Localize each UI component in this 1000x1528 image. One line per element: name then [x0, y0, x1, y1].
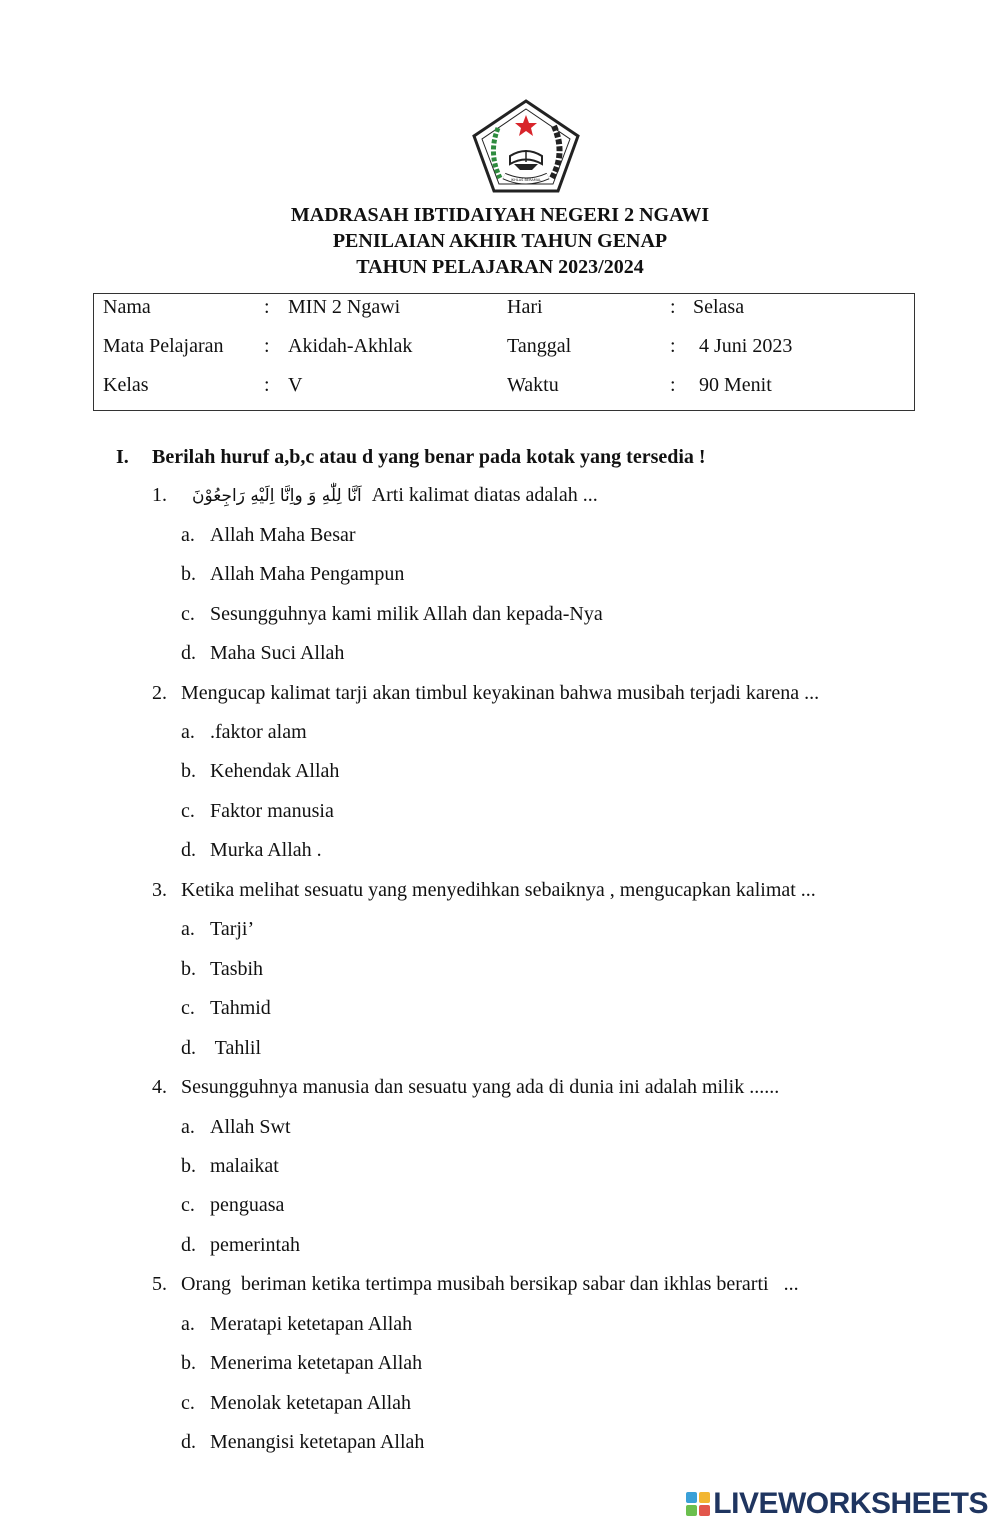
- option-text: Tasbih: [210, 958, 264, 980]
- option-letter: b.: [181, 1155, 196, 1177]
- option-letter: a.: [181, 1313, 195, 1335]
- info-value: MIN 2 Ngawi: [288, 296, 401, 318]
- question-text: Ketika melihat sesuatu yang menyedihkan sebaiknya , mengucapkan kalimat ...: [181, 879, 816, 901]
- option-text: Kehendak Allah: [210, 760, 340, 782]
- arabic-phrase: اَنَّا لِلّٰهِ وَ واِنَّا اِلَيْهِ رَاجِعُوْنَ: [192, 486, 362, 506]
- option-letter: a.: [181, 524, 195, 546]
- section-text: Berilah huruf a,b,c atau d yang benar pada kotak yang tersedia !: [152, 446, 706, 468]
- option-letter: c.: [181, 800, 195, 822]
- option-letter: d.: [181, 839, 196, 861]
- option-letter: c.: [181, 1392, 195, 1414]
- watermark-text: LIVEWORKSHEETS: [713, 1487, 988, 1520]
- option-text: Menerima ketetapan Allah: [210, 1352, 423, 1374]
- option-text: Faktor manusia: [210, 800, 334, 822]
- question-text: Mengucap kalimat tarji akan timbul keyakinan bahwa musibah terjadi karena ...: [181, 682, 820, 704]
- option-letter: a.: [181, 1116, 195, 1138]
- info-value: V: [288, 374, 303, 396]
- option-letter: a.: [181, 918, 195, 940]
- info-label: Mata Pelajaran: [103, 335, 224, 357]
- info-colon: :: [264, 296, 270, 318]
- question-text-wrap: [192, 484, 598, 507]
- option-text: Sesungguhnya kami milik Allah dan kepada-Nya: [210, 603, 603, 625]
- option-letter: b.: [181, 563, 196, 585]
- document-heading: [0, 202, 1000, 280]
- option-letter: c.: [181, 997, 195, 1019]
- option-letter: c.: [181, 1194, 195, 1216]
- info-value: 90 Menit: [699, 374, 772, 396]
- info-value: Akidah-Akhlak: [288, 335, 413, 357]
- info-row-mata-pelajaran: [94, 335, 914, 365]
- question-text: Orang beriman ketika tertimpa musibah bersikap sabar dan ikhlas berarti ...: [181, 1273, 799, 1295]
- emblem-ribbon-text: IKHLAS BERAMAL: [510, 178, 542, 182]
- option-text: Meratapi ketetapan Allah: [210, 1313, 413, 1335]
- info-label: Nama: [103, 296, 151, 318]
- option-text: Allah Swt: [210, 1116, 291, 1138]
- madrasah-emblem-icon: [470, 98, 582, 194]
- info-colon: :: [264, 335, 270, 357]
- option-letter: b.: [181, 760, 196, 782]
- question-text: Arti kalimat diatas adalah ...: [371, 484, 598, 506]
- info-label: Kelas: [103, 374, 149, 396]
- option-text: .faktor alam: [210, 721, 307, 743]
- option-text: Maha Suci Allah: [210, 642, 345, 664]
- school-name: MADRASAH IBTIDAIYAH NEGERI 2 NGAWI: [290, 204, 710, 226]
- option-text: Allah Maha Besar: [210, 524, 356, 546]
- option-letter: a.: [181, 721, 195, 743]
- section-number: I.: [116, 446, 129, 468]
- exam-title: PENILAIAN AKHIR TAHUN GENAP: [332, 230, 668, 252]
- option-text: Tahmid: [210, 997, 271, 1019]
- info-label: Hari: [507, 296, 543, 318]
- option-text: Tarji’: [210, 918, 255, 940]
- option-text: pemerintah: [210, 1234, 300, 1256]
- option-text: malaikat: [210, 1155, 279, 1177]
- option-letter: d.: [181, 642, 196, 664]
- option-text: Murka Allah .: [210, 839, 322, 861]
- option-text: Allah Maha Pengampun: [210, 563, 405, 585]
- option-letter: d.: [181, 1234, 196, 1256]
- info-label: Waktu: [507, 374, 559, 396]
- info-colon: :: [670, 374, 676, 396]
- info-colon: :: [264, 374, 270, 396]
- info-colon: :: [670, 296, 676, 318]
- info-label: Tanggal: [507, 335, 572, 357]
- info-value: 4 Juni 2023: [699, 335, 793, 357]
- question-text: Sesungguhnya manusia dan sesuatu yang ada di dunia ini adalah milik ......: [181, 1076, 780, 1098]
- info-row-nama: [94, 296, 914, 326]
- info-row-kelas: [94, 374, 914, 404]
- option-text: Menolak ketetapan Allah: [210, 1392, 412, 1414]
- option-letter: c.: [181, 603, 195, 625]
- question-number: 3.: [152, 879, 167, 901]
- question-number: 1.: [152, 484, 167, 506]
- liveworksheets-watermark[interactable]: [685, 1488, 988, 1520]
- question-number: 2.: [152, 682, 167, 704]
- info-value: Selasa: [693, 296, 745, 318]
- academic-year: TAHUN PELAJARAN 2023/2024: [356, 256, 644, 278]
- option-text: Menangisi ketetapan Allah: [210, 1431, 425, 1453]
- option-letter: b.: [181, 958, 196, 980]
- option-letter: b.: [181, 1352, 196, 1374]
- question-number: 4.: [152, 1076, 167, 1098]
- question-number: 5.: [152, 1273, 167, 1295]
- option-text: penguasa: [210, 1194, 285, 1216]
- student-info-box: [93, 293, 915, 411]
- option-text: Tahlil: [210, 1037, 262, 1059]
- info-colon: :: [670, 335, 676, 357]
- option-letter: d.: [181, 1037, 196, 1059]
- option-letter: d.: [181, 1431, 196, 1453]
- liveworksheets-logo-icon: [685, 1491, 711, 1517]
